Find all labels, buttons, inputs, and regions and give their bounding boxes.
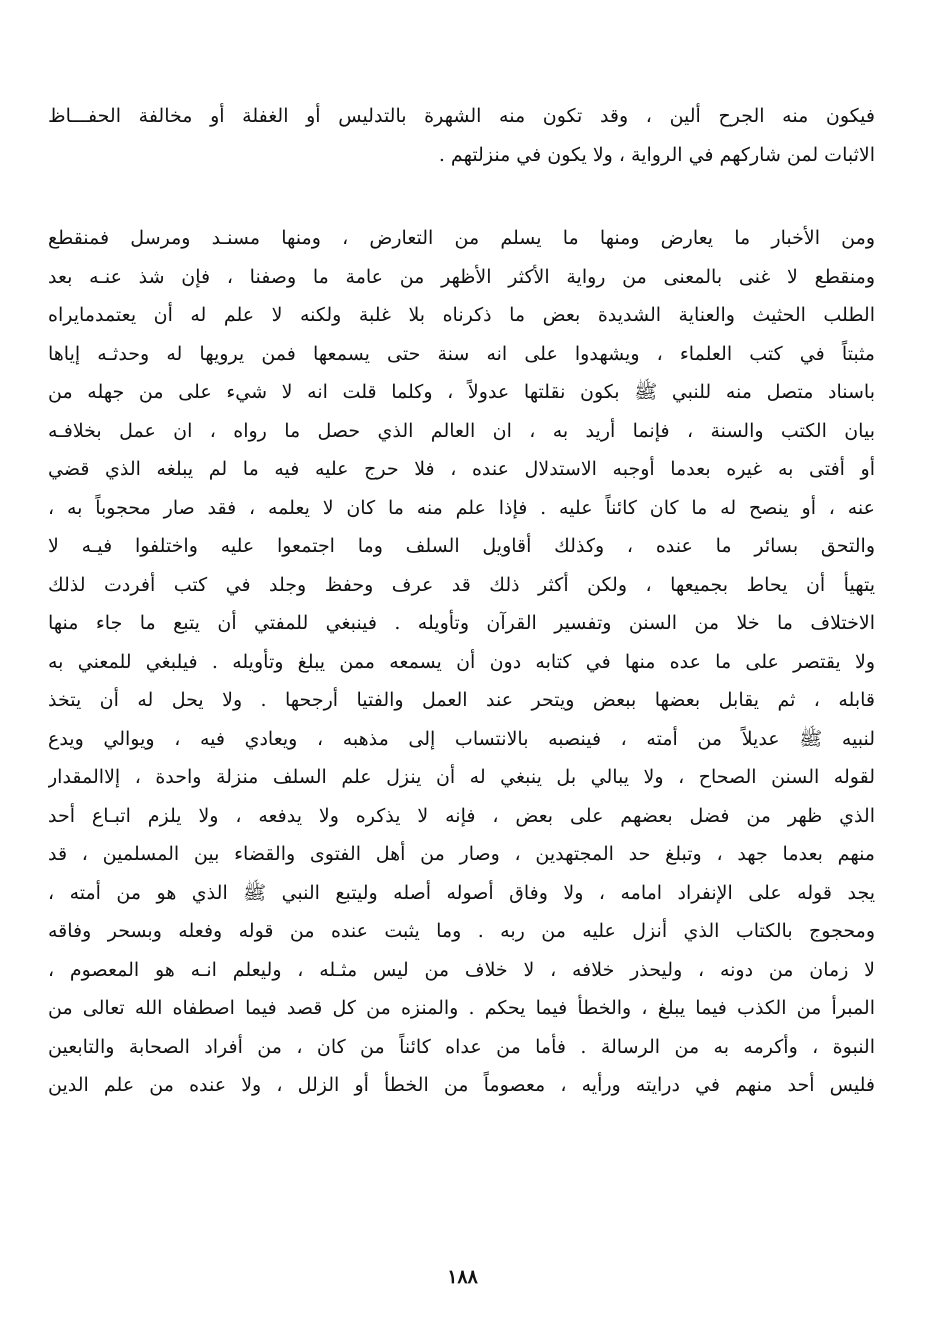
text-line: ومنقطع لا غنى بالمعنى من رواية الأكثر الأظهر من عامة ما وصفنا ، فإن شذ عنـه بعد	[48, 265, 875, 288]
text-line: الاثبات لمن شاركهم في الرواية ، ولا يكون في منزلتهم .	[438, 143, 875, 166]
text-line: أو أفتى به غيره بعدما أوجبه الاستدلال عنده ، فلا حرج عليه فيه ما لم يبلغه الذي قضي	[48, 458, 875, 480]
text-line: بيان الكتب والسنة ، فإنما أريد به ، ان العالم الذي حصل ما رواه ، ان عمل بخلافـه	[48, 419, 875, 442]
text-line: باسناد متصل منه للنبي ﷺ بكون نقلتها عدولاً ، وكلما قلت انه لا شيء على من جهله من	[48, 381, 875, 403]
text-line: ومحجوج بالكتاب الذي أنزل عليه من ربه . وما يثبت عنده من قوله وفعله وبسحر وفاقه	[48, 920, 875, 942]
text-line: المبرأ من الكذب فيما يبلغ ، والخطأ فيما يحكم . والمنزه من كل قصد فيما اصطفاه الله تعالى من	[48, 997, 875, 1019]
text-line: ولا يقتصر على ما عده منها في كتابه دون أن يسمعه ممن يبلغ وتأويله . فيلبغي للمعني به	[48, 650, 875, 673]
text-line: مثبتاً في كتب العلماء ، ويشهدوا على انه سنة حتى يسمعها فمن يرويها له وحدثـه إياها	[48, 342, 875, 365]
text-line: فليس أحد منهم في درايته ورأيه ، معصوماً من الخطأ أو الزلل ، ولا عنده من علم الدين	[48, 1074, 875, 1096]
text-line: منهم بعدما جهد ، وتبلغ حد المجتهدين ، وصار من أهل الفتوى والقضاء بين المسلمين ، قد	[48, 843, 875, 865]
text-line: الطلب الحثيث والعناية الشديدة بعض ما ذكرناه بلا غلبة ولكنه لا علم له أن يعتمدمايراه	[48, 304, 875, 326]
text-line: الاختلاف ما خلا من السنن وتفسير القرآن وتأويله . فينبغي للمفتي أن يتبع ما جاء منها	[48, 612, 875, 634]
text-line: يتهيأ أن يحاط بجميعها ، ولكن أكثر ذلك قد عرف وحفظ وجلد في كتب أفردت لذلك	[48, 573, 875, 596]
paragraph-2	[48, 219, 875, 1105]
text-line: لنبيه ﷺ عديلاً من أمته ، فينصبه بالانتساب إلى مذهبه ، ويعادي فيه ، ويوالي ويدع	[48, 727, 875, 750]
text-line: فيكون منه الجرح ألين ، وقد تكون منه الشهرة بالتدليس أو الغفلة أو مخالفة الحفـــاظ	[48, 105, 875, 127]
text-line: لقوله السنن الصحاح ، ولا يبالي بل ينبغي له أن ينزل علم السلف منزلة واحدة ، إلاالمقدار	[48, 766, 875, 788]
text-line: يجد قوله على الإنفراد امامه ، ولا وفاق أصوله أصله وليتبع النبي ﷺ الذي هو من أمته ،	[48, 881, 875, 904]
text-line: الذي ظهر من فضل بعضهم على بعض ، فإنه لا يذكره ولا يدفعه ، ولا يلزم اتبـاع أحد	[48, 804, 875, 827]
text-line: عنه ، أو ينصح له ما كان كائناً عليه . فإذا علم منه ما كان لا يعلمه ، فقد صار محجوباً به ،	[48, 496, 875, 519]
text-line: والتحق بسائر ما عنده ، وكذلك أقاويل السلف وما اجتمعوا عليه واختلفوا فيـه لا	[48, 535, 875, 557]
text-line: ومن الأخبار ما يعارض ومنها ما يسلم من التعارض ، ومنها مسنـد ومرسل فمنقطع	[48, 227, 875, 249]
paragraph-1	[48, 97, 875, 174]
text-line: قابله ، ثم يقابل بعضها ببعض ويتحر عند العمل والفتيا أرجحها . ولا يحل له أن يتخذ	[48, 689, 875, 711]
page-number: ١٨٨	[447, 1266, 478, 1288]
text-line: لا زمان من دونه ، وليحذر خلافه ، لا خلاف من ليس مثـله ، وليعلم انـه هو المعصوم ،	[48, 958, 875, 981]
text-line: النبوة ، وأكرمه به من الرسالة . فأما من عداه كائناً من كان ، من أفراد الصحابة والتابعين	[48, 1035, 875, 1058]
